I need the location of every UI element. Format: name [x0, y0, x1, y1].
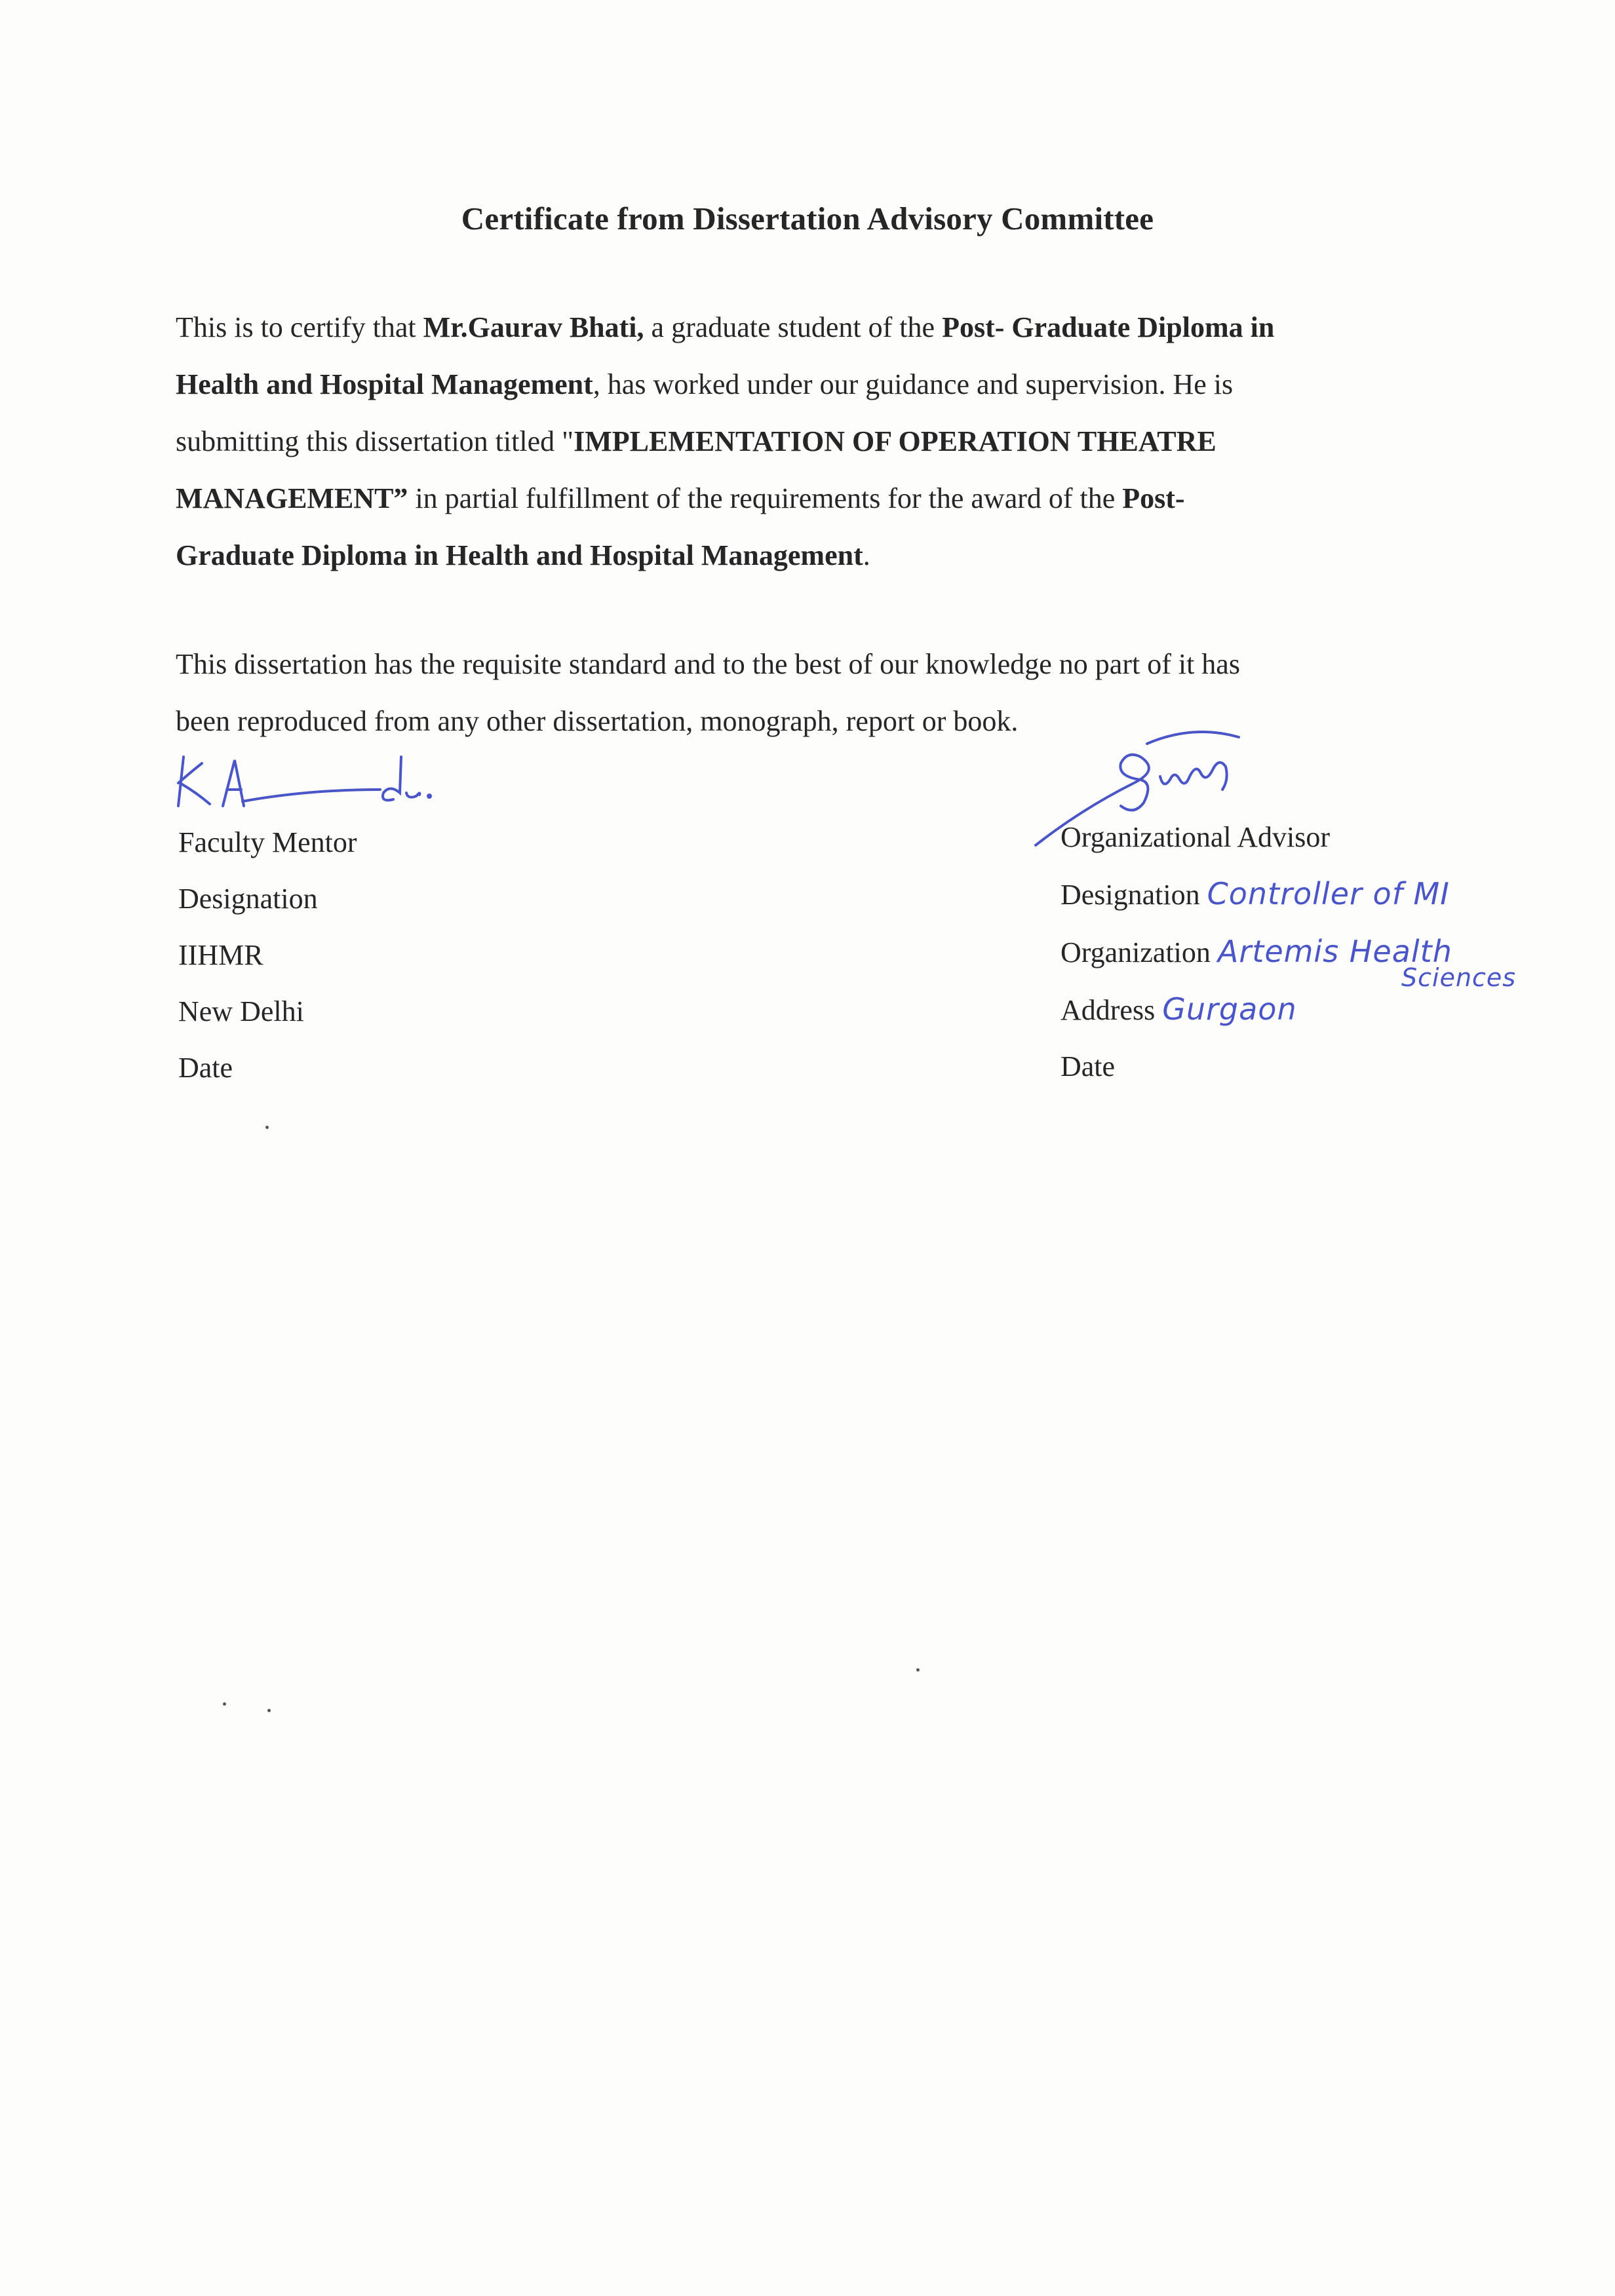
paragraph-line: [176, 470, 1460, 527]
advisor-address-label: Address: [1060, 994, 1156, 1026]
paragraph-line: [176, 413, 1460, 470]
scan-speck: [916, 1668, 920, 1672]
advisor-organization-row: [1060, 923, 1517, 992]
paragraph-line: [176, 299, 1460, 356]
text-run: This is to certify that: [176, 311, 423, 343]
text-run: submitting this dissertation titled ": [176, 425, 574, 457]
program-name: Health and Hospital Management: [176, 368, 593, 400]
page-title: Certificate from Dissertation Advisory Committee: [461, 201, 1154, 237]
advisor-organization-label: Organization: [1060, 936, 1211, 968]
program-name: Post- Graduate Diploma in: [942, 311, 1275, 343]
faculty-designation-label: Designation: [178, 883, 318, 915]
scan-speck: [267, 1709, 271, 1712]
dissertation-title: IMPLEMENTATION OF OPERATION THEATRE: [574, 425, 1216, 457]
paragraph-line: [176, 527, 1460, 584]
student-name: Mr.Gaurav Bhati,: [423, 311, 644, 343]
advisor-designation-value: Controller of MI: [1207, 876, 1450, 911]
advisor-date-label: Date: [1060, 1050, 1116, 1082]
paragraph-line: been reproduced from any other dissertation, monograph, report or book.: [176, 705, 1019, 737]
faculty-signature: [164, 744, 478, 822]
advisor-organization-value: Artemis Health: [1217, 934, 1452, 969]
paragraph-line: [176, 356, 1460, 413]
award-name: Post-: [1122, 482, 1185, 514]
faculty-mentor-block: [178, 814, 357, 1096]
paragraph-line: This dissertation has the requisite standard and to the best of our knowledge no part of it has: [176, 648, 1240, 680]
advisor-address-row: [1060, 981, 1452, 1039]
advisor-designation-row: [1060, 866, 1452, 923]
advisor-address-value: Gurgaon: [1162, 991, 1297, 1027]
scan-speck: [265, 1126, 269, 1129]
text-run: , has worked under our guidance and supervision. He is: [593, 368, 1234, 400]
faculty-role: Faculty Mentor: [178, 826, 357, 858]
text-run: a graduate student of the: [644, 311, 943, 343]
certification-paragraph: [176, 299, 1460, 584]
text-run: .: [863, 539, 870, 571]
text-run: in partial fulfillment of the requirements for the award of the: [408, 482, 1123, 514]
faculty-date-label: Date: [178, 1052, 233, 1084]
award-name: Graduate Diploma in Health and Hospital Management: [176, 539, 863, 571]
scan-speck: [223, 1702, 226, 1706]
faculty-city: New Delhi: [178, 995, 304, 1027]
advisor-organization-value-2: Sciences: [1401, 963, 1517, 992]
organizational-advisor-block: [1060, 809, 1517, 1095]
faculty-institute: IIHMR: [178, 939, 263, 971]
advisor-role: Organizational Advisor: [1060, 821, 1330, 853]
advisor-designation-label: Designation: [1060, 879, 1200, 911]
dissertation-title: MANAGEMENT”: [176, 482, 408, 514]
